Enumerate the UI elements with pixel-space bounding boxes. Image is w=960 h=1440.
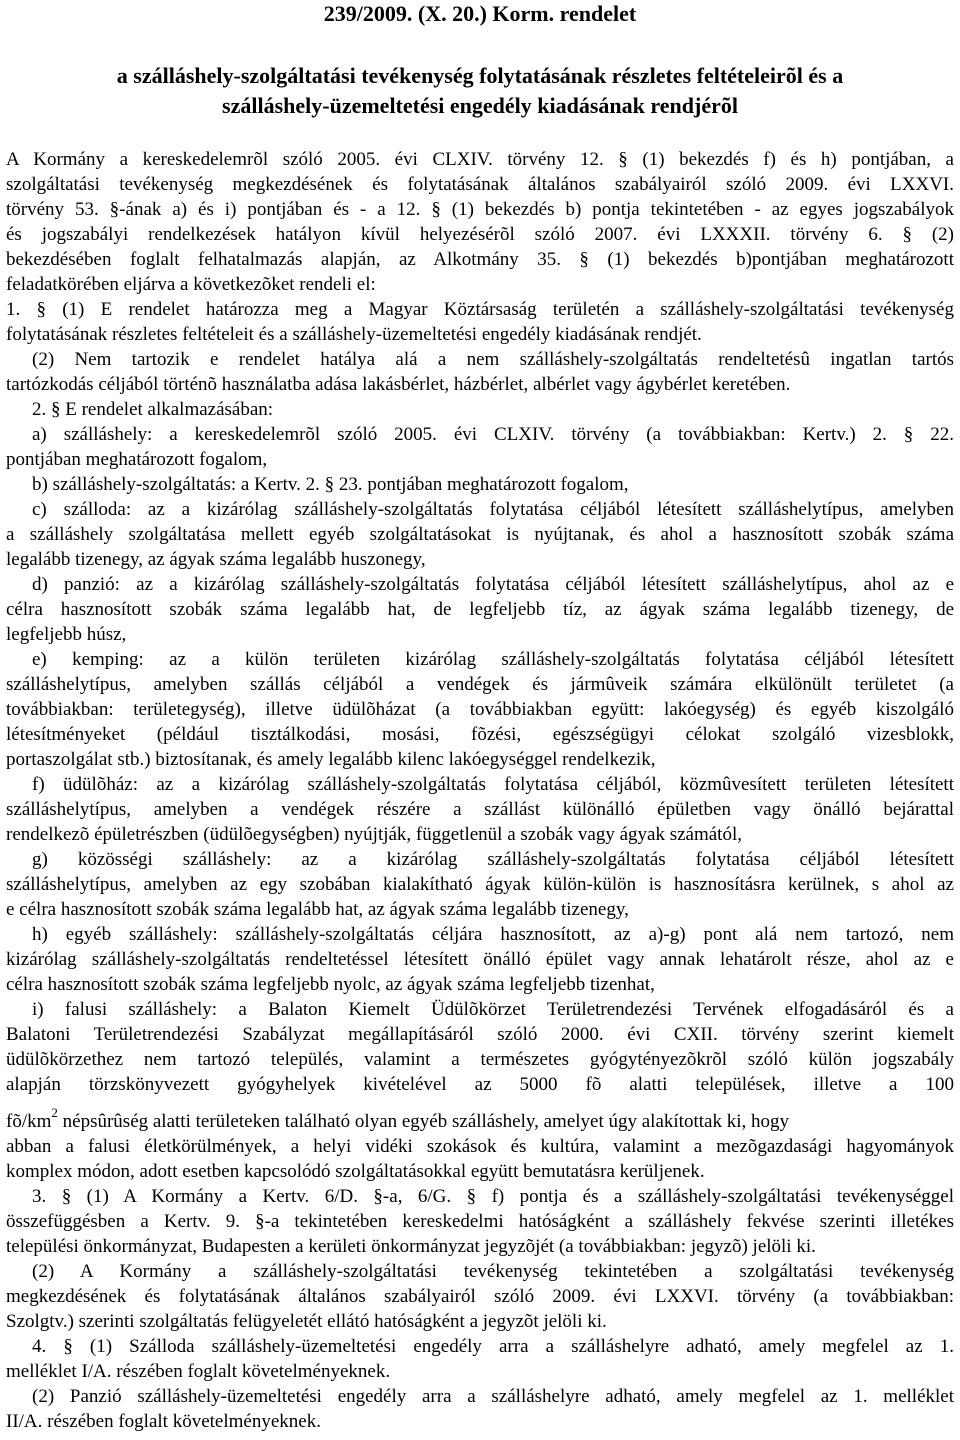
- preamble-line: feladatkörében eljárva a következõket rendeli el:: [6, 274, 376, 295]
- section-3-line: települési önkormányzat, Budapesten a kerületi önkormányzat jegyzõjét (a továbbiakban: jegyzõ) jelöli ki.: [6, 1236, 816, 1257]
- definition-line: célra hasznosított szobák száma legfeljebb nyolc, az ágyak száma legfeljebb tizenhat,: [6, 974, 655, 995]
- definition-line: f) üdülõház: az a kizárólag szálláshely-szolgáltatás folytatása céljából, közmûvesített területen létesített: [32, 774, 954, 795]
- definition-line: i) falusi szálláshely: a Balaton Kiemelt Üdülõkörzet Területrendezési Tervének elfogadásáról és a: [32, 999, 954, 1020]
- section-4-line: (2) Panzió szálláshely-üzemeltetési engedély arra a szálláshelyre adható, amely megfelel az 1. melléklet: [32, 1386, 954, 1407]
- section-1-line: (2) Nem tartozik e rendelet hatálya alá a nem szálláshely-szolgáltatás rendeltetésû ingatlan tartós: [32, 349, 954, 370]
- definition-line: a szálláshely szolgáltatása mellett egyéb szolgáltatásokat is nyújtanak, és ahol a hasznosított szobák száma: [6, 524, 954, 545]
- definition-line: szálláshelytípus, amelyben az egy szobában kialakítható ágyak külön-külön is hasznosításra kerülnek, s ahol az: [6, 874, 954, 895]
- section-1-line: tartózkodás céljából történõ használatba adása lakásbérlet, házbérlet, albérlet vagy ágybérlet keretében.: [6, 374, 791, 395]
- preamble-line: és jogszabályi rendelkezések hatályon kívül helyezésérõl szóló 2007. évi LXXXII. törvény 6. § (2): [6, 224, 954, 245]
- definition-line: d) panzió: az a kizárólag szálláshely-szolgáltatás folytatása céljából létesített szálláshelytípus, ahol az e: [32, 574, 954, 595]
- definition-line: legalább tizenegy, az ágyak száma legalább huszonegy,: [6, 549, 426, 570]
- definition-line: g) közösségi szálláshely: az a kizárólag szálláshely-szolgáltatás folytatása céljából létesített: [32, 849, 954, 870]
- section-3-line: megkezdésének és folytatásának általános szabályairól szóló 2009. évi LXXVI. törvény (a továbbiakban:: [6, 1286, 954, 1307]
- definition-line: kizárólag szálláshely-szolgáltatás rendeltetéssel létesített önálló épület vagy annak lehatárolt része, ahol az e: [6, 949, 954, 970]
- definition-line: [6, 1105, 954, 1134]
- definition-line: a) szálláshely: a kereskedelemrõl szóló 2005. évi CLXIV. törvény (a továbbiakban: Kertv.) 2. § 22.: [32, 424, 954, 445]
- definition-line: szálláshelytípus, amelyben szállás céljából a vendégek és jármûveik számára elkülönült területet (a: [6, 674, 954, 695]
- preamble-line: A Kormány a kereskedelemrõl szóló 2005. évi CLXIV. törvény 12. § (1) bekezdés f) és h) pontjában, a: [6, 149, 954, 170]
- preamble-line: szolgáltatási tevékenység megkezdésének és folytatásának általános szabályairól szóló 2009. évi LXXVI.: [6, 174, 954, 195]
- definition-line: célra hasznosított szobák száma legalább hat, de legfeljebb tíz, az ágyak száma legalább tizenegy, de: [6, 599, 954, 620]
- unit-text: fõ/km: [6, 1111, 52, 1132]
- definition-line: szálláshelytípus, amelyben a vendégek részére a szállást különálló épületben vagy önálló bejárattal: [6, 799, 954, 820]
- line-text: népsûrûség alatti területeken található olyan egyéb szálláshely, amelyet úgy alakítottak ki, hogy: [57, 1111, 789, 1132]
- section-4-line: 4. § (1) Szálloda szálláshely-üzemeltetési engedély arra a szálláshelyre adható, amely megfelel az 1.: [32, 1336, 954, 1357]
- definition-line: üdülõkörzethez nem tartozó település, valamint a természetes gyógytényezõkrõl szóló külön jogszabály: [6, 1049, 954, 1070]
- definition-line: Balatoni Területrendezési Szabályzat megállapításáról szóló 2000. évi CXII. törvény szerint kiemelt: [6, 1024, 954, 1045]
- preamble-line: törvény 53. §-ának a) és i) pontjában és - a 12. § (1) bekezdés b) pontja tekintetében - az egyes jogszabályok: [6, 199, 954, 220]
- definition-line: h) egyéb szálláshely: szálláshely-szolgáltatás céljára hasznosított, az a)-g) pont alá nem tartozó, nem: [32, 924, 954, 945]
- definition-line: portaszolgálat stb.) biztosítanak, és amely legalább kilenc lakóegységgel rendelkezik,: [6, 749, 656, 770]
- definition-line: abban a falusi életkörülmények, a helyi vidéki szokások és kultúra, valamint a mezõgazdasági hagyományok: [6, 1136, 954, 1157]
- preamble-line: bekezdésében foglalt felhatalmazás alapján, az Alkotmány 35. § (1) bekezdés b)pontjában meghatározott: [6, 249, 954, 270]
- section-3-line: Szolgtv.) szerinti szolgáltatás felügyeletét ellátó hatóságként a jegyzõt jelöli ki.: [6, 1311, 607, 1332]
- definition-line: létesítményeket (például tisztálkodási, mosási, fõzési, egészségügyi célokat szolgáló vizesblokk,: [6, 724, 954, 745]
- definition-line: komplex módon, adott esetben kapcsolódó szolgáltatásokkal együtt bemutatásra kerüljenek.: [6, 1161, 705, 1182]
- definition-line: pontjában meghatározott fogalom,: [6, 449, 268, 470]
- subtitle-line: szálláshely-üzemeltetési engedély kiadásának rendjérõl: [222, 93, 738, 118]
- definition-line: e) kemping: az a külön területen kizárólag szálláshely-szolgáltatás folytatása céljából létesített: [32, 649, 954, 670]
- definition-line: rendelkezõ épületrészben (üdülõegységben) nyújtják, függetlenül a szobák vagy ágyak számától,: [6, 824, 742, 845]
- superscript: 2: [51, 1105, 58, 1120]
- definition-line: legfeljebb húsz,: [6, 624, 127, 645]
- definition-line: továbbiakban: területegység), illetve üdülõházat (a továbbiakban együtt: lakóegység) és egyéb kiszolgáló: [6, 699, 954, 720]
- section-4-line: melléklet I/A. részében foglalt követelményeknek.: [6, 1361, 391, 1382]
- section-4-line: II/A. részében foglalt követelményeknek.: [6, 1411, 321, 1432]
- definition-line: e célra hasznosított szobák száma legalább hat, az ágyak száma legalább tizenegy,: [6, 899, 629, 920]
- section-1-line: folytatásának részletes feltételeit és a szálláshely-üzemeltetési engedély kiadásának rendjét.: [6, 324, 702, 345]
- section-1-line: 1. § (1) E rendelet határozza meg a Magyar Köztársaság területén a szálláshely-szolgáltatási tevékenység: [6, 299, 954, 320]
- definition-line: b) szálláshely-szolgáltatás: a Kertv. 2. § 23. pontjában meghatározott fogalom,: [32, 474, 629, 495]
- document-title: 239/2009. (X. 20.) Korm. rendelet: [323, 1, 637, 26]
- section-3-line: 3. § (1) A Kormány a Kertv. 6/D. §-a, 6/G. § f) pontja és a szálláshely-szolgáltatási tevékenységgel: [32, 1186, 954, 1207]
- definition-line: alapján törzskönyvezett gyógyhelyek kivételével az 5000 fõ alatti települések, illetve a 100: [6, 1074, 954, 1095]
- section-3-line: (2) A Kormány a szálláshely-szolgáltatási tevékenység tekintetében a szolgáltatási tevékenység: [32, 1261, 954, 1282]
- subtitle-line: a szálláshely-szolgáltatási tevékenység folytatásának részletes feltételeirõl és a: [116, 63, 844, 88]
- section-2-heading: 2. § E rendelet alkalmazásában:: [32, 399, 274, 420]
- definition-line: c) szálloda: az a kizárólag szálláshely-szolgáltatás folytatása céljából létesített szálláshelytípus, amelyben: [32, 499, 954, 520]
- section-3-line: összefüggésben a Kertv. 9. §-a tekintetében kereskedelmi hatóságként a szálláshely fekvése szerinti illetékes: [6, 1211, 954, 1232]
